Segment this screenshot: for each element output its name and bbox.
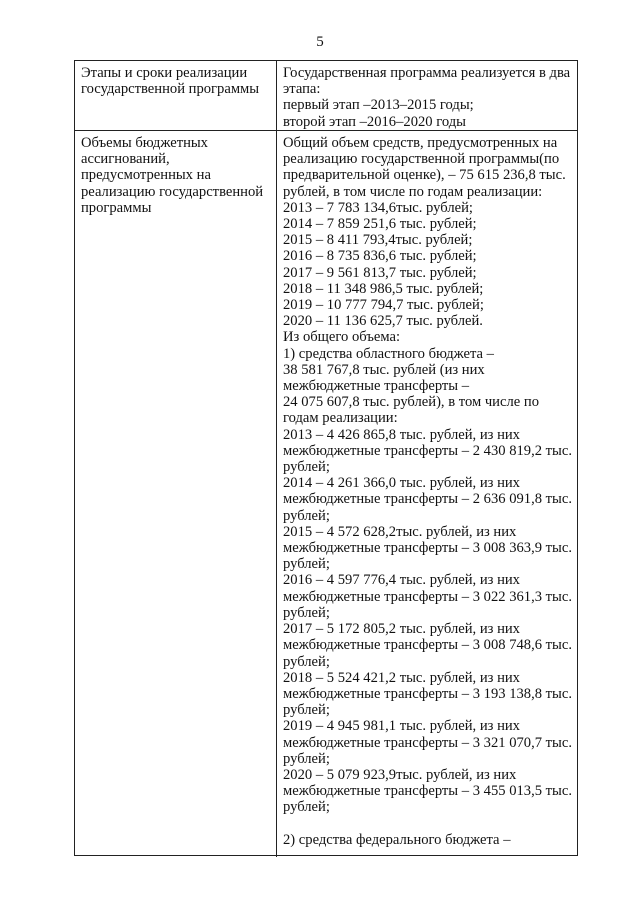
text-line: 2016 – 4 597 776,4 тыс. рублей, из них	[283, 572, 520, 589]
column-divider	[276, 131, 277, 857]
text-line: 2016 – 8 735 836,6 тыс. рублей;	[283, 248, 477, 265]
table-row-stages	[75, 61, 577, 131]
table-row-budget	[75, 131, 577, 857]
text-line: рублей;	[283, 750, 330, 767]
text-line: 2018 – 11 348 986,5 тыс. рублей;	[283, 280, 484, 297]
text-line: Объемы бюджетных	[81, 135, 208, 151]
text-line: межбюджетные трансферты – 3 008 748,6 тыс.	[283, 637, 572, 654]
text-line: рублей, в том числе по годам реализации:	[283, 183, 543, 200]
text-line: Общий объем средств, предусмотренных на	[283, 135, 558, 151]
stages-label-cell	[81, 65, 271, 97]
text-line: рублей;	[283, 459, 330, 476]
text-line: рублей;	[283, 507, 330, 524]
text-line: 2014 – 4 261 366,0 тыс. рублей, из них	[283, 475, 520, 492]
text-line: первый этап –2013–2015 годы;	[283, 97, 474, 114]
text-line: рублей;	[283, 556, 330, 573]
text-line: 2018 – 5 524 421,2 тыс. рублей, из них	[283, 669, 520, 686]
text-line: второй этап –2016–2020 годы	[283, 113, 466, 130]
text-line: 2017 – 5 172 805,2 тыс. рублей, из них	[283, 621, 520, 638]
text-line: программы	[81, 199, 152, 216]
text-line: рублей;	[283, 604, 330, 621]
text-line: рублей;	[283, 702, 330, 719]
text-line: рублей;	[283, 653, 330, 670]
text-line: ассигнований,	[81, 151, 170, 168]
stages-value-cell	[283, 65, 575, 130]
text-line: Этапы и сроки реализации	[81, 65, 248, 81]
program-passport-table	[74, 60, 578, 856]
text-line: этапа:	[283, 81, 321, 98]
text-line: 2017 – 9 561 813,7 тыс. рублей;	[283, 264, 477, 281]
text-line: предварительной оценке), – 75 615 236,8 тыс.	[283, 167, 566, 184]
text-line: годам реализации:	[283, 410, 398, 427]
text-line: 2013 – 4 426 865,8 тыс. рублей, из них	[283, 426, 520, 443]
text-line: 2015 – 4 572 628,2тыс. рублей, из них	[283, 523, 517, 540]
text-line: 2013 – 7 783 134,6тыс. рублей;	[283, 199, 473, 216]
text-line: предусмотренных на	[81, 167, 211, 184]
text-line: межбюджетные трансферты –	[283, 378, 470, 395]
text-line: реализацию государственной программы(по	[283, 151, 560, 168]
text-line: 24 075 607,8 тыс. рублей), в том числе по	[283, 394, 539, 411]
text-line: рублей;	[283, 799, 330, 816]
text-line: межбюджетные трансферты – 3 193 138,8 тыс.	[283, 685, 572, 702]
text-line	[283, 816, 575, 832]
text-line: 38 581 767,8 тыс. рублей (из них	[283, 361, 485, 378]
page-number: 5	[316, 34, 324, 50]
text-line: 2020 – 11 136 625,7 тыс. рублей.	[283, 313, 483, 330]
text-line: межбюджетные трансферты – 2 636 091,8 тыс.	[283, 491, 572, 508]
budget-label-cell	[81, 135, 271, 216]
text-line: 2019 – 4 945 981,1 тыс. рублей, из них	[283, 718, 520, 735]
text-line: 2) средства федерального бюджета –	[283, 831, 511, 848]
text-line: 1) средства областного бюджета –	[283, 345, 494, 362]
column-divider	[276, 61, 277, 130]
text-line: межбюджетные трансферты – 3 022 361,3 тыс.	[283, 588, 572, 605]
text-line: Государственная программа реализуется в два	[283, 65, 571, 81]
text-line: 2019 – 10 777 794,7 тыс. рублей;	[283, 297, 484, 314]
text-line: межбюджетные трансферты – 2 430 819,2 тыс.	[283, 442, 572, 459]
text-line: 2015 – 8 411 793,4тыс. рублей;	[283, 232, 473, 249]
text-line: межбюджетные трансферты – 3 008 363,9 тыс.	[283, 540, 572, 557]
text-line: Из общего объема:	[283, 329, 401, 346]
text-line: реализацию государственной	[81, 183, 264, 200]
text-line: государственной программы	[81, 81, 260, 98]
budget-value-cell	[283, 135, 575, 848]
text-line: 2014 – 7 859 251,6 тыс. рублей;	[283, 216, 477, 233]
text-line: межбюджетные трансферты – 3 455 013,5 тыс.	[283, 783, 572, 800]
text-line: межбюджетные трансферты – 3 321 070,7 тыс.	[283, 734, 572, 751]
text-line: 2020 – 5 079 923,9тыс. рублей, из них	[283, 766, 517, 783]
